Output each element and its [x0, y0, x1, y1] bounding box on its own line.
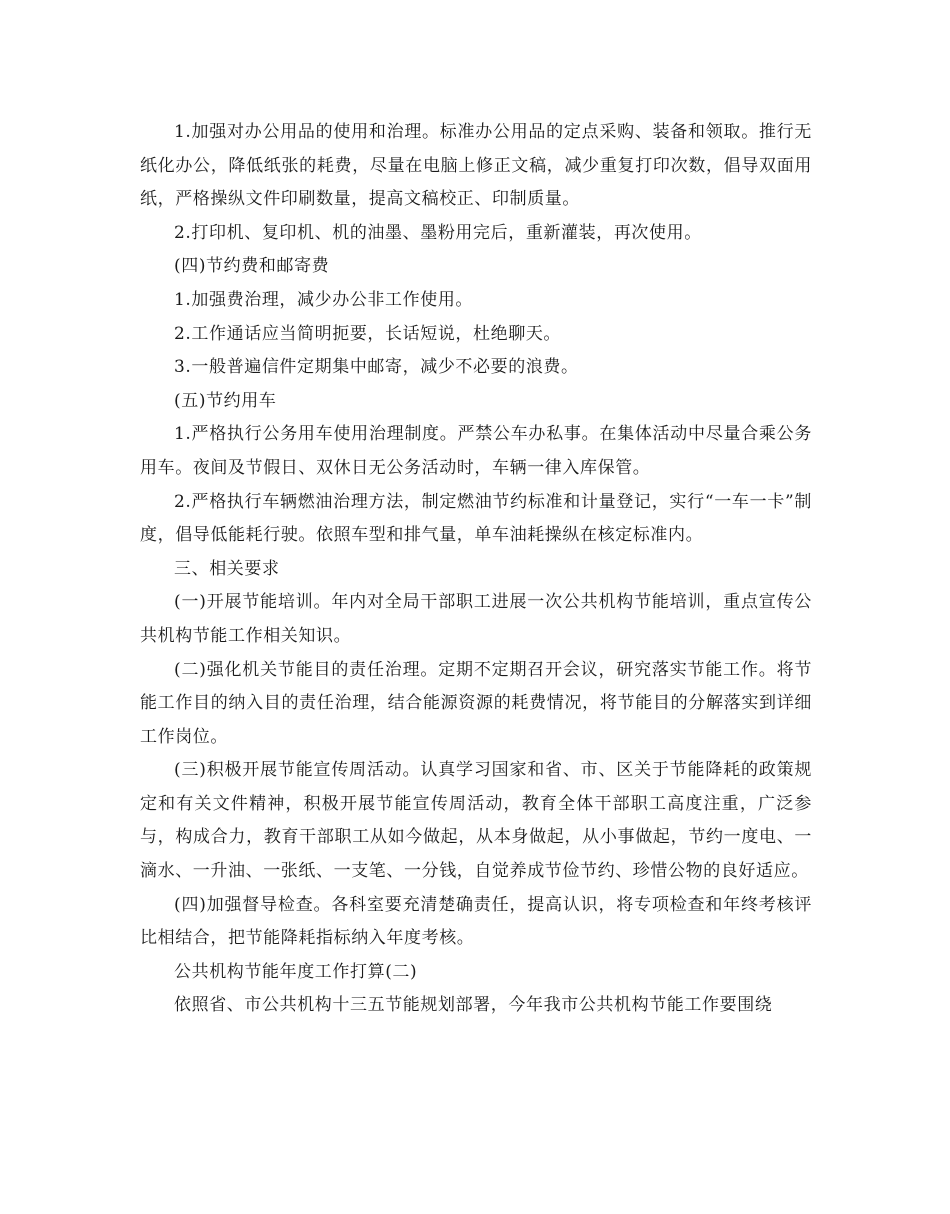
paragraph-inspection: (四)加强督导检查。各科室要充清楚确责任，提高认识，将专项检查和年终考核评比相结合，把节能降耗指标纳入年度考核。 [140, 894, 812, 949]
paragraph-calls: 2.工作通话应当简明扼要，长话短说，杜绝聊天。 [174, 323, 562, 344]
section-heading-fees: (四)节约费和邮寄费 [174, 256, 330, 277]
paragraph-printer-ink: 2.打印机、复印机、机的油墨、墨粉用完后，重新灌装，再次使用。 [174, 222, 702, 243]
paragraph-publicity-week: (三)积极开展节能宣传周活动。认真学习国家和省、市、区关于节能降耗的政策规定和有关文件精神，积极开展节能宣传周活动，教育全体干部职工高度注重，广泛参与，构成合力，教育干部职工从如今做起，从本身做起，从小事做起，节约一度电、一滴水、一升油、一张纸、一支笔、一分钱，自觉养成节俭节约、珍惜公物的良好适应。 [140, 760, 812, 882]
paragraph-fee-management: 1.加强费治理，减少办公非工作使用。 [174, 289, 474, 310]
paragraph-mail: 3.一般普遍信件定期集中邮寄，减少不必要的浪费。 [174, 357, 579, 378]
section-heading-plan-two: 公共机构节能年度工作打算(二) [174, 961, 418, 982]
paragraph-vehicle-rules: 1.严格执行公务用车使用治理制度。严禁公车办私事。在集体活动中尽量合乘公务用车。夜间及节假日、双休日无公务活动时，车辆一律入库保管。 [140, 424, 812, 478]
section-heading-vehicles: (五)节约用车 [174, 390, 277, 411]
paragraph-fuel-management: 2.严格执行车辆燃油治理方法，制定燃油节约标准和计量登记，实行“一车一卡”制度，倡导低能耗行驶。依照车型和排气量，单车油耗操纵在核定标准内。 [140, 491, 812, 546]
paragraph-training: (一)开展节能培训。年内对全局干部职工进展一次公共机构节能培训，重点宣传公共机构节能工作相关知识。 [140, 592, 812, 646]
section-heading-requirements: 三、相关要求 [174, 558, 280, 579]
paragraph-office-supplies: 1.加强对办公用品的使用和治理。标准办公用品的定点采购、装备和领取。推行无纸化办公，降低纸张的耗费，尽量在电脑上修正文稿，减少重复打印次数，倡导双面用纸，严格操纵文件印刷数量，提高文稿校正、印制质量。 [140, 122, 812, 210]
document-body [140, 116, 812, 1023]
paragraph-plan-intro: 依照省、市公共机构十三五节能规划部署，今年我市公共机构节能工作要围绕 [174, 995, 773, 1016]
paragraph-responsibility: (二)强化机关节能目的责任治理。定期不定期召开会议，研究落实节能工作。将节能工作目的纳入目的责任治理，结合能源资源的耗费情况，将节能目的分解落实到详细工作岗位。 [140, 659, 812, 747]
